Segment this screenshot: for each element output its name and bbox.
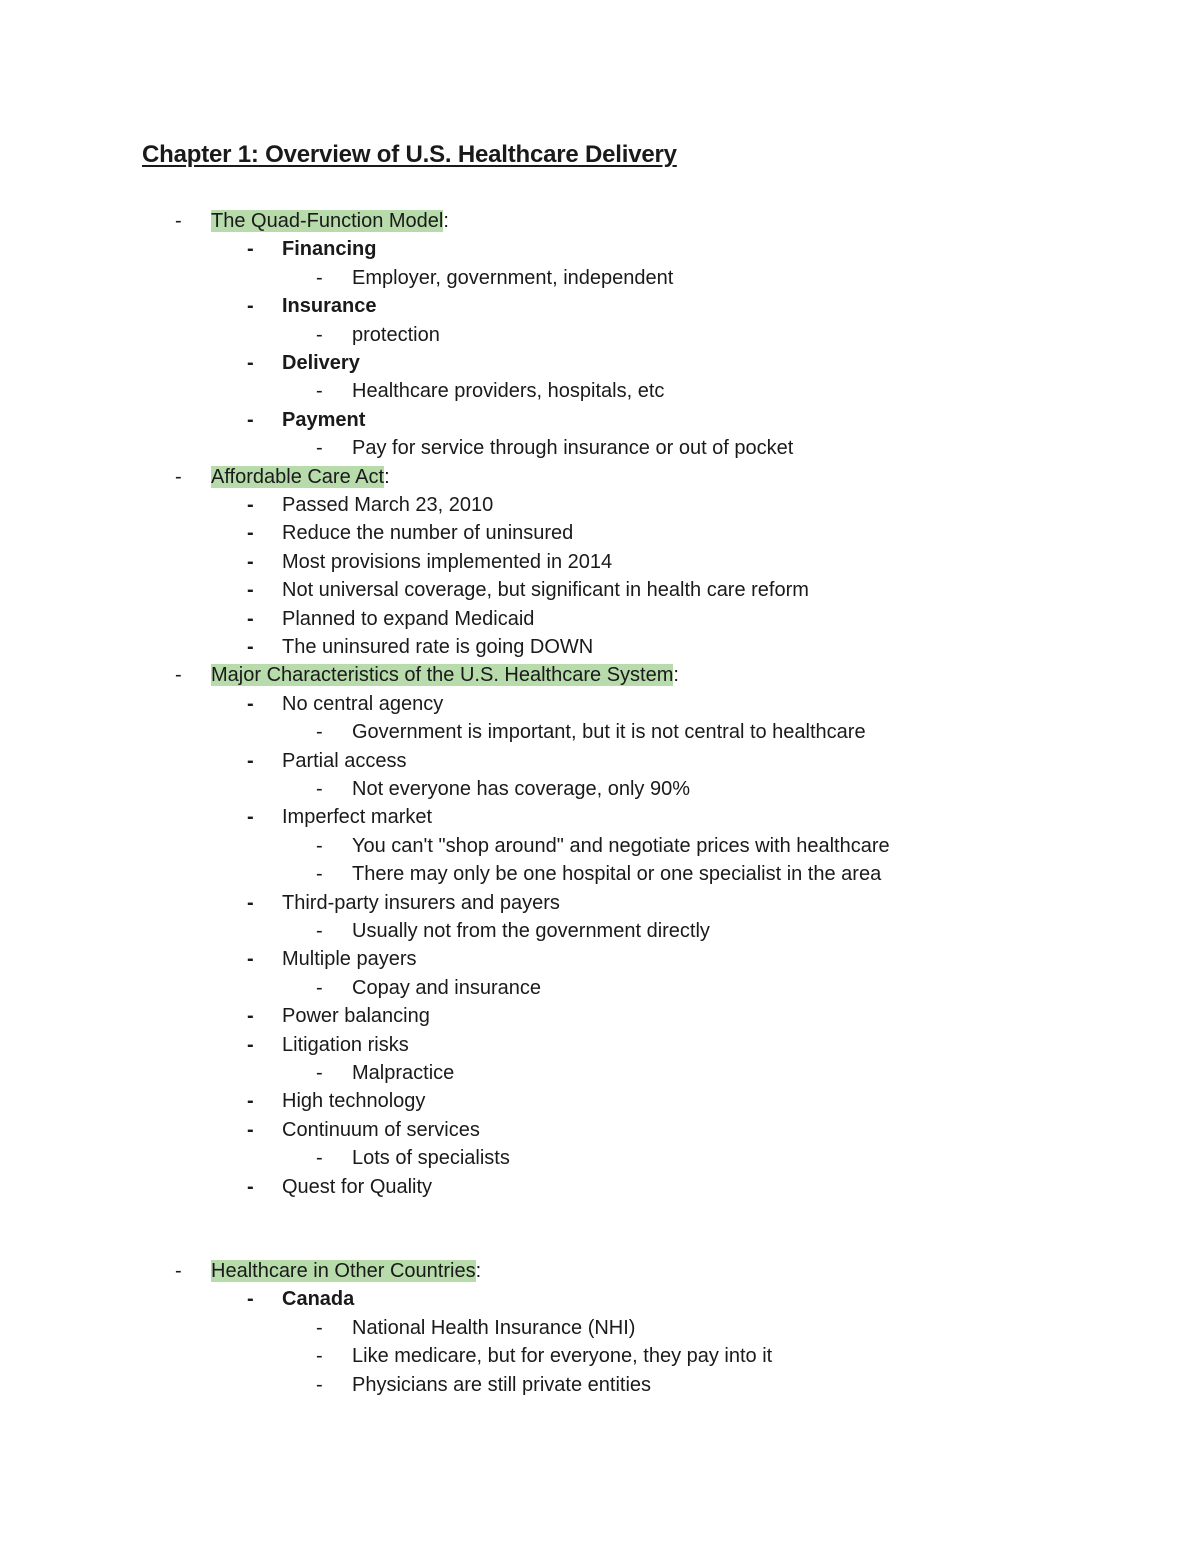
- item-text-wrapper: [211, 207, 449, 235]
- item-label: Not universal coverage, but significant in health care reform: [282, 579, 809, 601]
- bullet-dash: -: [247, 806, 254, 828]
- item-label: Partial access: [282, 750, 407, 772]
- bullet-dash: -: [175, 466, 182, 488]
- item-text-wrapper: [282, 519, 573, 547]
- item-text-wrapper: [352, 1059, 454, 1087]
- bullet-dash: -: [316, 977, 323, 999]
- item-label: Usually not from the government directly: [352, 920, 710, 942]
- item-label: Third-party insurers and payers: [282, 892, 560, 914]
- bullet-dash: -: [247, 409, 254, 431]
- item-text-wrapper: [282, 406, 365, 434]
- item-text-wrapper: [282, 889, 560, 917]
- item-label: Healthcare providers, hospitals, etc: [352, 380, 665, 402]
- item-label: Multiple payers: [282, 948, 417, 970]
- bullet-dash: -: [247, 750, 254, 772]
- item-text-wrapper: [352, 775, 690, 803]
- bullet-dash: -: [175, 664, 182, 686]
- item-text-wrapper: [282, 491, 493, 519]
- item-label: Delivery: [282, 352, 360, 374]
- bullet-dash: -: [247, 1119, 254, 1141]
- item-label: The uninsured rate is going DOWN: [282, 636, 594, 658]
- section-heading-label: Healthcare in Other Countries: [211, 1260, 476, 1282]
- heading-colon: :: [384, 466, 390, 488]
- item-text-wrapper: [352, 860, 881, 888]
- bullet-dash: -: [247, 608, 254, 630]
- item-text-wrapper: [282, 803, 432, 831]
- section-heading-label: Major Characteristics of the U.S. Healthcare System: [211, 664, 674, 686]
- item-text-wrapper: [352, 1314, 635, 1342]
- bullet-dash: -: [247, 551, 254, 573]
- item-label: Payment: [282, 409, 366, 431]
- item-label: Power balancing: [282, 1005, 430, 1027]
- item-text-wrapper: [352, 264, 673, 292]
- bullet-dash: -: [316, 437, 323, 459]
- item-text-wrapper: [282, 1031, 409, 1059]
- item-text-wrapper: [282, 1285, 354, 1313]
- bullet-dash: -: [316, 380, 323, 402]
- bullet-dash: -: [316, 267, 323, 289]
- bullet-dash: -: [247, 295, 254, 317]
- item-text-wrapper: [352, 1371, 651, 1399]
- item-text-wrapper: [352, 832, 890, 860]
- heading-colon: :: [443, 210, 449, 232]
- item-label: There may only be one hospital or one specialist in the area: [352, 863, 882, 885]
- bullet-dash: -: [175, 210, 182, 232]
- item-label: No central agency: [282, 693, 444, 715]
- item-label: Quest for Quality: [282, 1176, 433, 1198]
- item-label: Malpractice: [352, 1062, 455, 1084]
- item-label: Lots of specialists: [352, 1147, 510, 1169]
- item-label: Imperfect market: [282, 806, 433, 828]
- item-label: Government is important, but it is not central to healthcare: [352, 721, 866, 743]
- bullet-dash: -: [247, 892, 254, 914]
- item-label: protection: [352, 324, 440, 346]
- bullet-dash: -: [316, 1317, 323, 1339]
- bullet-dash: -: [247, 1288, 254, 1310]
- item-label: Copay and insurance: [352, 977, 542, 999]
- bullet-dash: -: [247, 1005, 254, 1027]
- item-text-wrapper: [282, 548, 612, 576]
- item-text-wrapper: [282, 292, 376, 320]
- item-label: Litigation risks: [282, 1034, 409, 1056]
- bullet-dash: -: [175, 1260, 182, 1282]
- item-text-wrapper: [352, 718, 866, 746]
- item-text-wrapper: [282, 605, 534, 633]
- item-text-wrapper: [282, 1002, 430, 1030]
- section-heading-label: Affordable Care Act: [211, 466, 385, 488]
- bullet-dash: -: [247, 1034, 254, 1056]
- item-text-wrapper: [211, 1257, 481, 1285]
- item-text-wrapper: [282, 1116, 480, 1144]
- item-text-wrapper: [282, 576, 809, 604]
- section-heading-label: The Quad-Function Model: [211, 210, 444, 232]
- item-text-wrapper: [282, 349, 360, 377]
- item-text-wrapper: [352, 1144, 510, 1172]
- item-text-wrapper: [282, 1087, 425, 1115]
- bullet-dash: -: [316, 1062, 323, 1084]
- item-text-wrapper: [282, 1173, 432, 1201]
- item-label: Not everyone has coverage, only 90%: [352, 778, 690, 800]
- item-label: Reduce the number of uninsured: [282, 522, 574, 544]
- item-text-wrapper: [352, 377, 664, 405]
- item-text-wrapper: [211, 463, 390, 491]
- item-label: Canada: [282, 1288, 355, 1310]
- page-title: Chapter 1: Overview of U.S. Healthcare Delivery: [142, 141, 677, 168]
- bullet-dash: -: [247, 693, 254, 715]
- item-label: National Health Insurance (NHI): [352, 1317, 636, 1339]
- bullet-dash: -: [316, 1374, 323, 1396]
- item-text-wrapper: [282, 747, 407, 775]
- item-text-wrapper: [352, 917, 710, 945]
- item-text-wrapper: [352, 434, 793, 462]
- bullet-dash: -: [247, 1176, 254, 1198]
- bullet-dash: -: [247, 352, 254, 374]
- item-label: Pay for service through insurance or out of pocket: [352, 437, 794, 459]
- item-label: Financing: [282, 238, 377, 260]
- bullet-dash: -: [316, 1147, 323, 1169]
- item-label: High technology: [282, 1090, 426, 1112]
- item-label: Passed March 23, 2010: [282, 494, 494, 516]
- item-label: Planned to expand Medicaid: [282, 608, 535, 630]
- bullet-dash: -: [316, 324, 323, 346]
- bullet-dash: -: [247, 238, 254, 260]
- bullet-dash: -: [316, 835, 323, 857]
- heading-colon: :: [475, 1260, 482, 1282]
- item-text-wrapper: [282, 690, 443, 718]
- bullet-dash: -: [316, 778, 323, 800]
- item-label: Physicians are still private entities: [352, 1374, 652, 1396]
- bullet-dash: -: [316, 863, 323, 885]
- bullet-dash: -: [247, 522, 254, 544]
- bullet-dash: -: [247, 579, 254, 601]
- bullet-dash: -: [316, 721, 323, 743]
- item-text-wrapper: [352, 974, 541, 1002]
- bullet-dash: -: [247, 948, 254, 970]
- item-text-wrapper: [211, 661, 679, 689]
- bullet-dash: -: [247, 1090, 254, 1112]
- item-text-wrapper: [352, 321, 440, 349]
- item-label: Continuum of services: [282, 1119, 480, 1141]
- item-label: Most provisions implemented in 2014: [282, 551, 613, 573]
- item-text-wrapper: [282, 235, 376, 263]
- bullet-dash: -: [247, 636, 254, 658]
- item-label: Like medicare, but for everyone, they pay into it: [352, 1345, 773, 1367]
- item-text-wrapper: [352, 1342, 772, 1370]
- item-label: You can't "shop around" and negotiate prices with healthcare: [352, 835, 890, 857]
- item-label: Employer, government, independent: [352, 267, 674, 289]
- bullet-dash: -: [247, 494, 254, 516]
- bullet-dash: -: [316, 920, 323, 942]
- item-text-wrapper: [282, 633, 593, 661]
- item-label: Insurance: [282, 295, 377, 317]
- bullet-dash: -: [316, 1345, 323, 1367]
- item-text-wrapper: [282, 945, 417, 973]
- heading-colon: :: [673, 664, 679, 686]
